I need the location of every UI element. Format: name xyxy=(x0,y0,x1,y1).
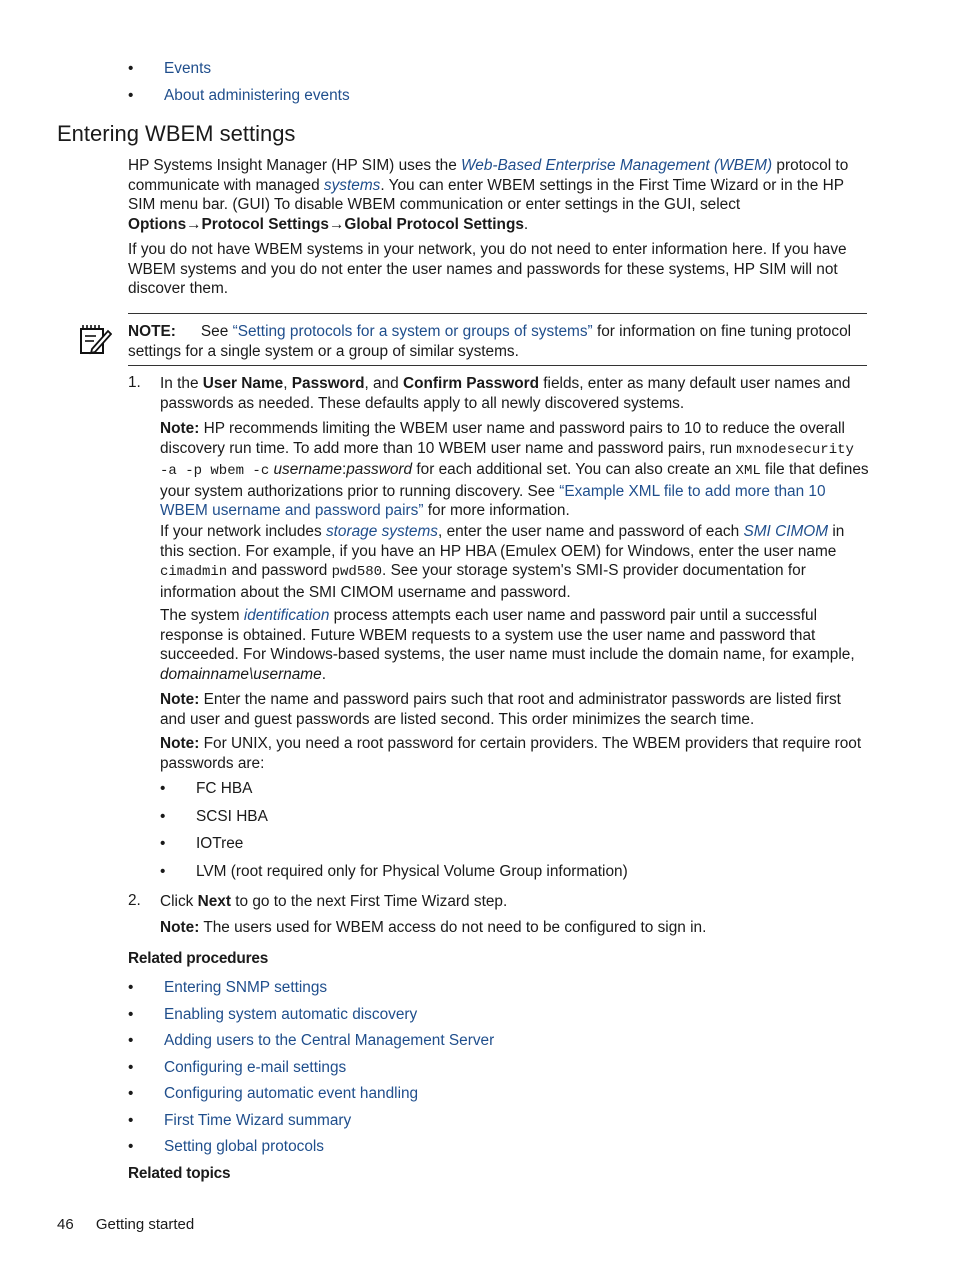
code-password: pwd580 xyxy=(331,564,383,580)
link-about-administering-events[interactable]: About administering events xyxy=(164,87,350,104)
link-systems[interactable]: systems xyxy=(323,176,381,194)
text: username xyxy=(273,461,342,478)
intro-paragraph xyxy=(128,156,870,234)
text: The users used for WBEM access do not need to be configured to sign in. xyxy=(199,919,707,936)
text: SCSI HBA xyxy=(196,807,268,825)
link-configuring-email[interactable]: Configuring e-mail settings xyxy=(164,1058,347,1076)
related-topics-heading: Related topics xyxy=(128,1165,231,1182)
text: . See your storage system's SMI-S provider documentation for information about the SMI CIMOM username and password. xyxy=(160,562,806,601)
step-1-text xyxy=(160,374,870,413)
link-example-xml[interactable]: “Example XML file to add more than 10 WBEM username and password pairs” xyxy=(160,482,826,519)
list-item xyxy=(160,807,628,836)
top-link-list xyxy=(128,60,350,114)
list-item xyxy=(128,1032,495,1059)
text: password xyxy=(346,461,413,478)
text: Click xyxy=(160,893,198,910)
list-item xyxy=(128,87,350,114)
note-label: Note: xyxy=(160,691,200,708)
section-heading: Entering WBEM settings xyxy=(57,121,296,146)
footer-section: Getting started xyxy=(95,1216,195,1233)
bullet: • xyxy=(128,1085,134,1102)
link-first-time-wizard-summary[interactable]: First Time Wizard summary xyxy=(164,1111,352,1129)
bullet: • xyxy=(128,1005,134,1023)
field-user-name: User Name xyxy=(202,375,284,392)
arrow: → xyxy=(328,215,345,233)
text: In the xyxy=(160,375,203,392)
code-username: cimadmin xyxy=(160,564,228,580)
bullet: • xyxy=(160,780,166,797)
bullet: • xyxy=(128,1138,134,1155)
text: For UNIX, you need a root password for certain providers. The WBEM providers that require root passwords are: xyxy=(160,735,862,772)
related-procedures-list xyxy=(128,979,495,1165)
button-next-ref: Next xyxy=(197,893,231,910)
text: Enter the name and password pairs such that root and administrator passwords are listed first and user and guest passwords are listed second. This order minimizes the search time. xyxy=(160,691,841,728)
list-item xyxy=(160,835,628,863)
note-order xyxy=(160,690,870,729)
link-configuring-event-handling[interactable]: Configuring automatic event handling xyxy=(164,1085,419,1102)
note-label: NOTE: xyxy=(128,323,176,340)
bullet: • xyxy=(160,807,166,825)
arrow: → xyxy=(186,215,202,233)
step-number: 2. xyxy=(128,892,141,909)
list-item xyxy=(160,862,628,891)
link-setting-protocols[interactable]: “Setting protocols for a system or groups of systems” xyxy=(232,323,593,340)
code-xml: XML xyxy=(735,463,761,479)
link-entering-snmp-settings[interactable]: Entering SNMP settings xyxy=(164,979,328,996)
list-item xyxy=(128,60,350,87)
text: , and xyxy=(364,375,404,392)
step-2-text xyxy=(160,892,870,912)
note-bottom-rule xyxy=(128,365,867,366)
link-adding-users[interactable]: Adding users to the Central Management Server xyxy=(164,1032,495,1049)
bullet: • xyxy=(160,835,166,852)
text: . xyxy=(523,215,529,233)
text: file that defines your system authorizations prior to running discovery. See xyxy=(160,461,869,500)
page-number: 46 xyxy=(57,1216,74,1233)
note-label: Note: xyxy=(160,919,200,936)
bullet: • xyxy=(160,862,166,880)
text: The system xyxy=(160,607,244,624)
provider-list xyxy=(160,780,628,890)
text: domainname\username xyxy=(160,665,322,683)
list-item xyxy=(128,1138,494,1165)
note-text xyxy=(128,322,866,361)
note-limit-pairs xyxy=(160,419,870,521)
link-enabling-automatic-discovery[interactable]: Enabling system automatic discovery xyxy=(164,1005,418,1023)
note-label: Note: xyxy=(160,420,200,437)
link-events[interactable]: Events xyxy=(164,60,212,77)
related-procedures-heading: Related procedures xyxy=(128,950,269,967)
text: IOTree xyxy=(196,835,244,852)
link-storage-systems[interactable]: storage systems xyxy=(325,523,439,540)
note-users xyxy=(160,918,870,938)
bullet: • xyxy=(128,1111,134,1129)
paragraph-storage xyxy=(160,522,870,602)
bullet: • xyxy=(128,1058,134,1076)
note-label: Note: xyxy=(160,735,200,752)
text: to go to the next First Time Wizard step. xyxy=(230,893,508,910)
paragraph-identification xyxy=(160,606,870,684)
step-number: 1. xyxy=(128,374,141,391)
text: process attempts each user name and password pair until a successful response is obtained. Future WBEM requests to a system use the user name and password that succeeded. For Windows-based systems, the user name must include the domain name, for example, xyxy=(160,607,855,663)
text: in this section. For example, if you have an HP HBA (Emulex OEM) for Windows, enter the user name xyxy=(160,523,845,560)
text: LVM (root required only for Physical Volume Group information) xyxy=(196,862,628,880)
text: : xyxy=(341,461,347,478)
list-item xyxy=(128,1085,494,1112)
note-unix xyxy=(160,734,870,773)
text: fields, enter as many default user names and passwords as needed. These defaults apply to all newly discovered systems. xyxy=(160,375,851,412)
field-password: Password xyxy=(291,375,365,392)
list-item xyxy=(128,1058,494,1086)
field-confirm-password: Confirm Password xyxy=(403,375,539,392)
link-smi-cimom[interactable]: SMI CIMOM xyxy=(743,523,829,540)
list-item xyxy=(128,1111,494,1139)
text: See xyxy=(200,323,233,340)
list-item xyxy=(128,1005,494,1033)
text: for each additional set. You can also create an xyxy=(412,461,736,478)
list-item xyxy=(160,780,628,808)
link-wbem[interactable]: Web-Based Enterprise Management (WBEM) xyxy=(461,157,773,174)
menu-options: Options xyxy=(128,215,187,233)
text: FC HBA xyxy=(196,780,253,797)
text: protocol to communicate with managed xyxy=(128,157,849,194)
text: , xyxy=(283,375,292,392)
list-item xyxy=(128,979,494,1006)
page-footer xyxy=(57,1216,194,1233)
text: If your network includes xyxy=(160,523,326,540)
bullet: • xyxy=(128,87,134,104)
note-top-rule xyxy=(128,313,867,314)
text: for more information. xyxy=(423,502,570,519)
link-identification[interactable]: identification xyxy=(243,607,330,624)
code-command: mxnodesecurity -a -p wbem -c xyxy=(160,441,854,479)
paragraph-no-wbem: If you do not have WBEM systems in your network, you do not need to enter information here. If you have WBEM systems and you do not enter the user names and passwords for these systems, HP SIM will not discover them. xyxy=(128,241,847,297)
text: , enter the user name and password of each xyxy=(438,523,744,540)
bullet: • xyxy=(128,1032,134,1049)
link-setting-global-protocols[interactable]: Setting global protocols xyxy=(164,1138,324,1155)
note-icon xyxy=(78,322,112,356)
bullet: • xyxy=(128,60,134,77)
text: . xyxy=(321,665,326,683)
text: and password xyxy=(227,562,332,579)
text: HP Systems Insight Manager (HP SIM) uses the xyxy=(128,157,462,174)
bullet: • xyxy=(128,979,134,996)
text: . You can enter WBEM settings in the First Time Wizard or in the HP SIM menu bar. (GUI) To disable WBEM communication or enter settings in the GUI, select xyxy=(128,176,844,213)
menu-global-protocol-settings: Global Protocol Settings xyxy=(344,215,524,233)
text: HP recommends limiting the WBEM user name and password pairs to 10 to reduce the overall discovery run time. To add more than 10 WBEM user name and password pairs, run xyxy=(160,420,845,457)
menu-protocol-settings: Protocol Settings xyxy=(201,215,329,233)
text: for information on fine tuning protocol settings for a single system or a group of similar systems. xyxy=(128,323,852,360)
